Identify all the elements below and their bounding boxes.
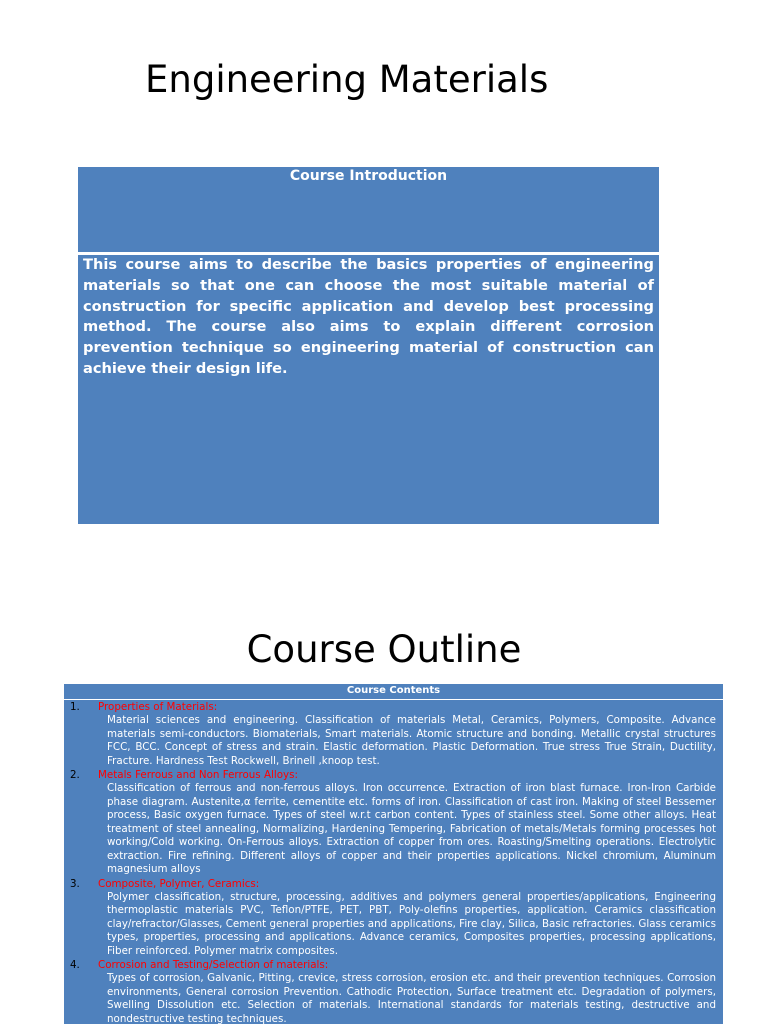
item-number: 4. (70, 959, 80, 971)
course-contents-header: Course Contents (64, 684, 723, 700)
item-title: Corrosion and Testing/Selection of materials: (98, 959, 329, 971)
item-description: Types of corrosion, Galvanic, Pitting, crevice, stress corrosion, erosion etc. and their prevention techniques. Corrosion environments, General corrosion Prevention. Cathodic Protection, Surface treatment etc. Degradation of polymers, Swelling Dissolution etc. Selection of materials. International standards for materials testing, destructive and nondestructive testing techniques. (107, 972, 716, 1024)
slide-title-engineering-materials: Engineering Materials (145, 58, 549, 101)
course-introduction-table (78, 167, 659, 524)
item-number: 3. (70, 877, 80, 890)
item-description: Material sciences and engineering. Classification of materials Metal, Ceramics, Polymers, Composite. Advance materials semi-conductors. Biomaterials, Smart materials. Atomic structure and bonding. Metallic crystal structures FCC, BCC. Concept of stress and strain. Elastic deformation. Plastic Deformation. True stress True Strain, Ductility, Fracture. Hardness Test Rockwell, Brinell ,knoop test. (107, 714, 716, 767)
list-item (64, 700, 723, 768)
list-item (64, 958, 723, 1024)
item-description: Classification of ferrous and non-ferrous alloys. Iron occurrence. Extraction of iron blast furnace. Iron-Iron Carbide phase diagram. Austenite,α ferrite, cementite etc. forms of iron. Classification of cast iron. Making of steel Bessemer process, Basic oxygen furnace. Types of steel w.r.t carbon content. Types of stainless steel. Some other alloys. Heat treatment of steel annealing, Normalizing, Hardening Tempering, Fabrication of metals/Metals forming processes hot working/Cold working. On-Ferrous alloys. Extraction of copper from ores. Roasting/Smelting operations. Electrolytic extraction. Fire refining. Different alloys of copper and their properties applications. Nickel chromium, Aluminum magnesium alloys (107, 782, 716, 875)
slide-title-course-outline: Course Outline (246, 628, 522, 671)
item-number: 2. (70, 769, 80, 781)
list-item (64, 768, 723, 877)
item-title: Composite, Polymer, Ceramics: (98, 877, 260, 890)
list-item (64, 877, 723, 959)
course-introduction-body: This course aims to describe the basics properties of engineering materials so that one can choose the most suitable material of construction for specific application and develop best processing method. The course also aims to explain different corrosion prevention technique so engineering material of construction can achieve their design life. (78, 255, 659, 524)
item-number: 1. (70, 701, 80, 713)
item-title: Properties of Materials: (98, 701, 218, 713)
item-description: Polymer classification, structure, processing, additives and polymers general properties/applications, Engineering thermoplastic materials PVC, Teflon/PTFE, PET, PBT, Poly-olefins properties, application. Ceramics classification clay/refractor/Glasses, Cement general properties and applications, Fire clay, Silica, Basic refractories. Glass ceramics types, properties, processing and applications. Advance ceramics, Composites properties, processing applications, Fiber reinforced. Polymer matrix composites. (107, 890, 716, 957)
item-title: Metals Ferrous and Non Ferrous Alloys: (98, 769, 298, 781)
course-contents-table (64, 684, 723, 1024)
course-introduction-header: Course Introduction (78, 167, 659, 252)
